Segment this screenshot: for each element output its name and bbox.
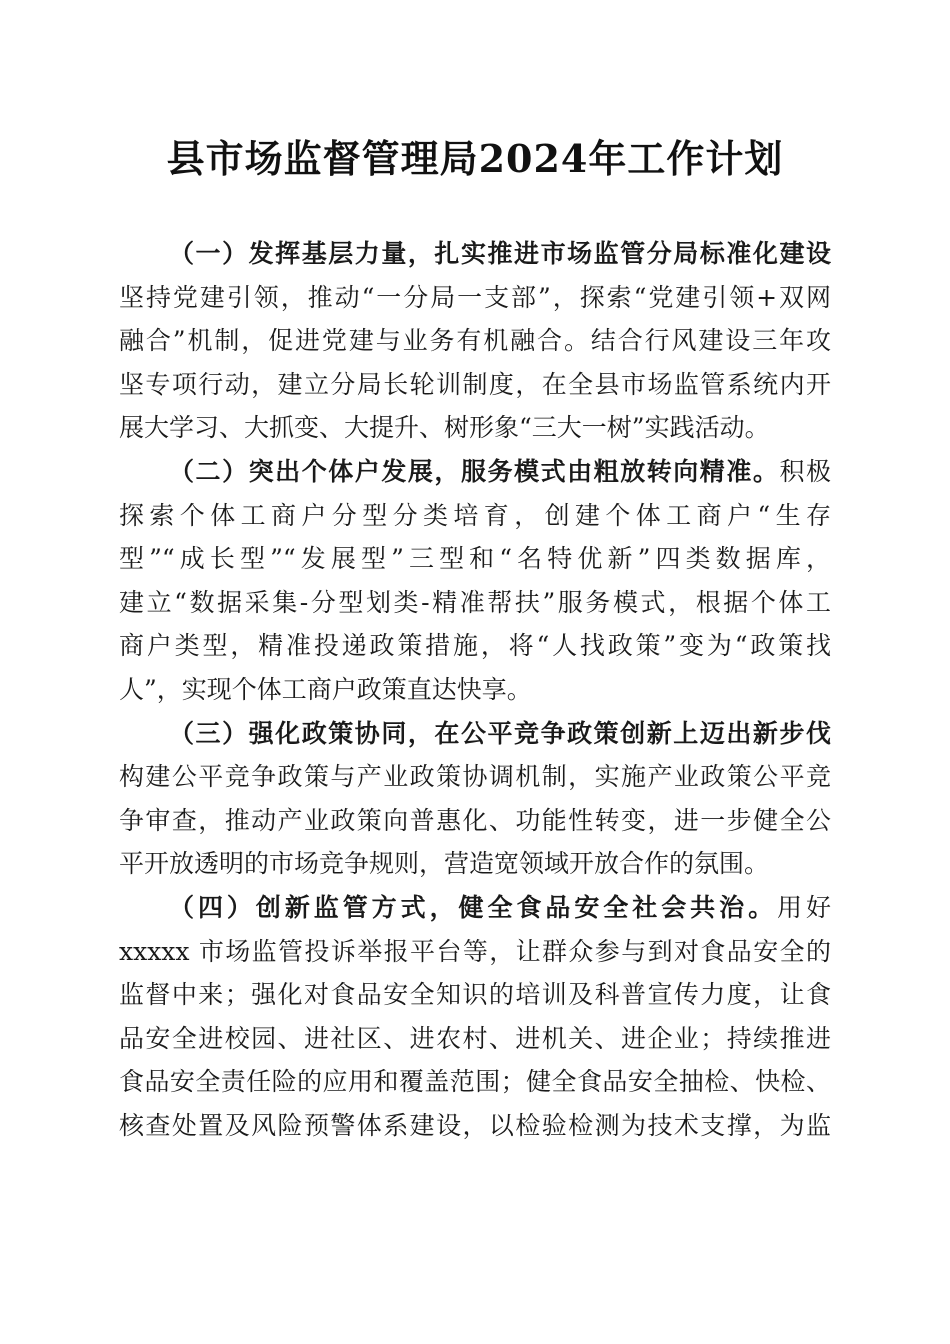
section-4	[119, 886, 831, 1148]
section-heading: （三）强化政策协同，在公平竞争政策创新上迈出新步伐	[169, 718, 831, 748]
paragraph-line: 平开放透明的市场竞争规则，营造宽领域开放合作的氛围。	[119, 849, 770, 879]
paragraph-line: 食品安全责任险的应用和覆盖范围；健全食品安全抽检、快检、	[119, 1067, 831, 1097]
section-3	[119, 712, 831, 886]
document-title: 县市场监督管理局2024年工作计划	[166, 136, 784, 181]
section-first-line	[119, 450, 831, 494]
paragraph-line: 探索个体工商户分型分类培育，创建个体工商户“生存	[119, 500, 831, 530]
paragraph-line: 融合”机制，促进党建与业务有机融合。结合行风建设三年攻	[119, 326, 831, 356]
paragraph-line: 展大学习、大抓变、大提升、树形象“三大一树”实践活动。	[119, 413, 770, 443]
paragraph-line: 监督中来；强化对食品安全知识的培训及科普宣传力度，让食	[119, 980, 831, 1010]
section-lead-text: 积极	[779, 456, 831, 486]
paragraph-line: 核查处置及风险预警体系建设，以检验检测为技术支撑，为监	[119, 1110, 831, 1140]
section-1	[119, 232, 831, 450]
section-lead-text: 用好	[777, 892, 831, 922]
paragraph-line: xxxxx 市场监管投诉举报平台等，让群众参与到对食品安全的	[119, 936, 831, 966]
paragraph-line: 人”，实现个体工商户政策直达快享。	[119, 674, 532, 704]
paragraph-line: 坚持党建引领，推动“一分局一支部”，探索“党建引领+双网	[119, 282, 831, 312]
section-heading: （二）突出个体户发展，服务模式由粗放转向精准。	[169, 456, 780, 486]
paragraph-line: 构建公平竞争政策与产业政策协调机制，实施产业政策公平竞	[119, 762, 831, 792]
section-2	[119, 450, 831, 712]
paragraph-line: 坚专项行动，建立分局长轮训制度，在全县市场监管系统内开	[119, 369, 831, 399]
document-body	[119, 232, 831, 1147]
paragraph-line: 型”“成长型”“发展型”三型和“名特优新”四类数据库，	[119, 544, 831, 574]
section-heading: （一）发挥基层力量，扎实推进市场监管分局标准化建设	[169, 239, 831, 268]
section-heading: （四）创新监管方式，健全食品安全社会共治。	[169, 892, 778, 922]
paragraph-line: 建立“数据采集-分型划类-精准帮扶”服务模式，根据个体工	[119, 587, 831, 617]
paragraph-line: 商户类型，精准投递政策措施，将“人找政策”变为“政策找	[119, 631, 831, 661]
paragraph-line: 争审查，推动产业政策向普惠化、功能性转变，进一步健全公	[119, 805, 831, 835]
section-first-line	[119, 886, 831, 930]
paragraph-line: 品安全进校园、进社区、进农村、进机关、进企业；持续推进	[119, 1023, 831, 1053]
